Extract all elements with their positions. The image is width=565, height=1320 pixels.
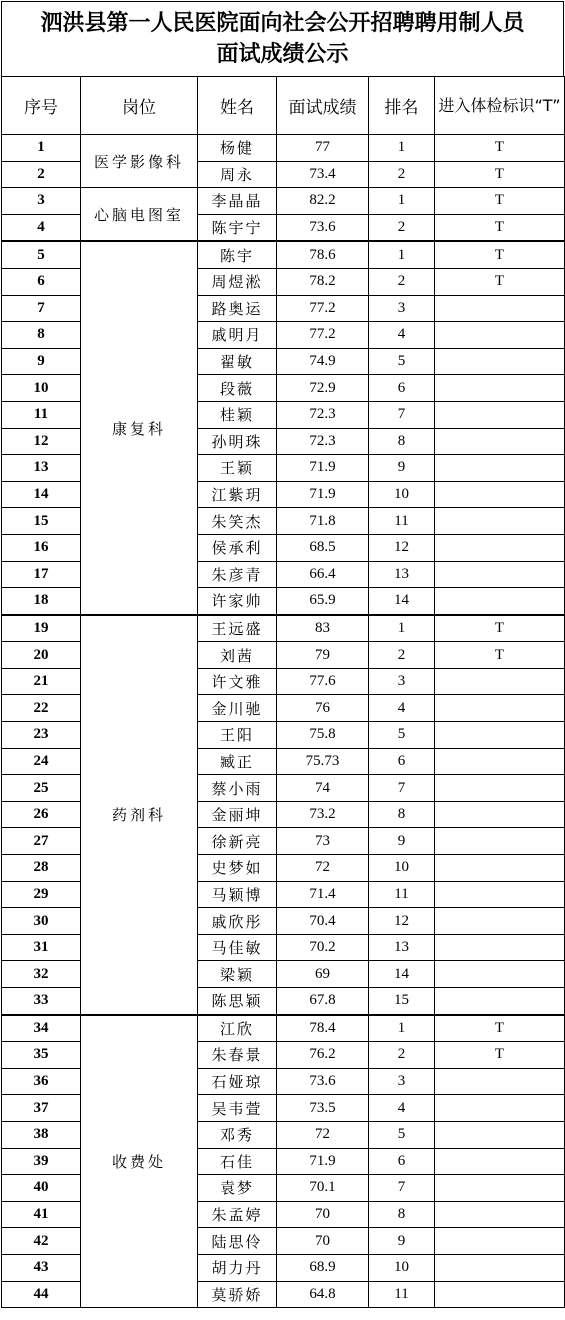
candidate-name: 邓秀 [198,1121,277,1148]
exam-mark [435,1281,565,1308]
rank-value: 4 [369,322,435,349]
interview-score: 68.9 [277,1254,369,1281]
interview-score: 71.9 [277,1148,369,1175]
exam-mark [435,722,565,749]
table-body [2,135,565,1308]
row-index: 39 [2,1148,81,1175]
interview-score: 74 [277,775,369,802]
interview-score: 77.6 [277,668,369,695]
interview-score: 71.4 [277,881,369,908]
exam-mark: T [435,268,565,295]
rank-value: 4 [369,1095,435,1122]
interview-score: 72 [277,1121,369,1148]
candidate-name: 陈宇 [198,241,277,268]
exam-mark [435,775,565,802]
rank-value: 1 [369,188,435,215]
exam-mark [435,988,565,1015]
exam-mark [435,908,565,935]
candidate-name: 侯承利 [198,534,277,561]
row-index: 29 [2,881,81,908]
rank-value: 14 [369,588,435,615]
interview-score: 70 [277,1228,369,1255]
exam-mark [435,561,565,588]
row-index: 33 [2,988,81,1015]
exam-mark [435,375,565,402]
rank-value: 5 [369,1121,435,1148]
interview-score: 75.8 [277,722,369,749]
header-name: 姓名 [198,77,277,135]
rank-value: 1 [369,1015,435,1042]
rank-value: 3 [369,668,435,695]
header-score: 面试成绩 [277,77,369,135]
rank-value: 6 [369,748,435,775]
interview-score: 73 [277,828,369,855]
exam-mark [435,295,565,322]
interview-score: 77.2 [277,295,369,322]
row-index: 18 [2,588,81,615]
row-index: 22 [2,695,81,722]
candidate-name: 马颖博 [198,881,277,908]
exam-mark [435,481,565,508]
rank-value: 14 [369,961,435,988]
header-position: 岗位 [81,77,198,135]
interview-score: 65.9 [277,588,369,615]
candidate-name: 戚明月 [198,322,277,349]
rank-value: 9 [369,828,435,855]
row-index: 28 [2,855,81,882]
candidate-name: 许文雅 [198,668,277,695]
candidate-name: 王远盛 [198,615,277,642]
interview-score: 75.73 [277,748,369,775]
interview-score: 76 [277,695,369,722]
candidate-name: 金丽坤 [198,801,277,828]
rank-value: 7 [369,1175,435,1202]
candidate-name: 徐新亮 [198,828,277,855]
exam-mark [435,455,565,482]
interview-score: 79 [277,642,369,669]
row-index: 16 [2,534,81,561]
row-index: 23 [2,722,81,749]
candidate-name: 马佳敏 [198,934,277,961]
exam-mark: T [435,214,565,241]
candidate-name: 路奥运 [198,295,277,322]
row-index: 38 [2,1121,81,1148]
rank-value: 6 [369,375,435,402]
row-index: 4 [2,214,81,241]
rank-value: 11 [369,1281,435,1308]
row-index: 14 [2,481,81,508]
rank-value: 6 [369,1148,435,1175]
rank-value: 15 [369,988,435,1015]
exam-mark [435,1228,565,1255]
row-index: 35 [2,1042,81,1069]
position-cell: 收费处 [81,1015,198,1308]
table-header-row [2,77,565,135]
rank-value: 2 [369,214,435,241]
rank-value: 2 [369,642,435,669]
interview-score: 73.2 [277,801,369,828]
candidate-name: 石娅琼 [198,1068,277,1095]
candidate-name: 刘茜 [198,642,277,669]
row-index: 40 [2,1175,81,1202]
row-index: 6 [2,268,81,295]
rank-value: 3 [369,1068,435,1095]
rank-value: 2 [369,1042,435,1069]
table-row [2,241,565,268]
exam-mark [435,1201,565,1228]
candidate-name: 江欣 [198,1015,277,1042]
score-sheet [1,1,564,1318]
candidate-name: 梁颖 [198,961,277,988]
interview-score: 70.2 [277,934,369,961]
exam-mark [435,695,565,722]
candidate-name: 朱孟婷 [198,1201,277,1228]
score-table [1,76,565,1308]
interview-score: 70.4 [277,908,369,935]
interview-score: 72 [277,855,369,882]
rank-value: 3 [369,295,435,322]
candidate-name: 王颖 [198,455,277,482]
candidate-name: 陆思伶 [198,1228,277,1255]
interview-score: 76.2 [277,1042,369,1069]
row-index: 7 [2,295,81,322]
row-index: 13 [2,455,81,482]
row-index: 3 [2,188,81,215]
rank-value: 8 [369,801,435,828]
interview-score: 66.4 [277,561,369,588]
candidate-name: 朱春景 [198,1042,277,1069]
exam-mark [435,1095,565,1122]
interview-score: 67.8 [277,988,369,1015]
row-index: 11 [2,401,81,428]
exam-mark [435,401,565,428]
interview-score: 64.8 [277,1281,369,1308]
rank-value: 9 [369,1228,435,1255]
candidate-name: 孙明珠 [198,428,277,455]
candidate-name: 王阳 [198,722,277,749]
exam-mark: T [435,241,565,268]
row-index: 44 [2,1281,81,1308]
candidate-name: 戚欣彤 [198,908,277,935]
rank-value: 7 [369,401,435,428]
candidate-name: 臧正 [198,748,277,775]
interview-score: 70.1 [277,1175,369,1202]
header-exam-mark: 进入体检标识“T” [435,77,565,135]
rank-value: 2 [369,161,435,188]
candidate-name: 桂颖 [198,401,277,428]
row-index: 36 [2,1068,81,1095]
table-row [2,1015,565,1042]
rank-value: 11 [369,881,435,908]
position-cell: 心脑电图室 [81,188,198,242]
exam-mark: T [435,188,565,215]
candidate-name: 许家帅 [198,588,277,615]
row-index: 17 [2,561,81,588]
rank-value: 4 [369,695,435,722]
candidate-name: 吴韦萱 [198,1095,277,1122]
row-index: 37 [2,1095,81,1122]
row-index: 42 [2,1228,81,1255]
table-row [2,615,565,642]
interview-score: 71.8 [277,508,369,535]
page-title [1,1,564,77]
interview-score: 74.9 [277,348,369,375]
table-row [2,188,565,215]
rank-value: 5 [369,348,435,375]
candidate-name: 蔡小雨 [198,775,277,802]
candidate-name: 袁梦 [198,1175,277,1202]
interview-score: 73.6 [277,1068,369,1095]
row-index: 19 [2,615,81,642]
interview-score: 77.2 [277,322,369,349]
candidate-name: 周煜淞 [198,268,277,295]
candidate-name: 翟敏 [198,348,277,375]
interview-score: 69 [277,961,369,988]
exam-mark [435,1148,565,1175]
row-index: 5 [2,241,81,268]
position-cell: 药剂科 [81,615,198,1015]
title-line-1: 泗洪县第一人民医院面向社会公开招聘聘用制人员 [40,11,525,36]
exam-mark [435,801,565,828]
row-index: 26 [2,801,81,828]
candidate-name: 朱彦青 [198,561,277,588]
rank-value: 8 [369,1201,435,1228]
row-index: 20 [2,642,81,669]
candidate-name: 杨健 [198,135,277,162]
row-index: 43 [2,1254,81,1281]
row-index: 2 [2,161,81,188]
candidate-name: 金川驰 [198,695,277,722]
exam-mark: T [435,615,565,642]
row-index: 41 [2,1201,81,1228]
header-rank: 排名 [369,77,435,135]
exam-mark: T [435,1042,565,1069]
table-row [2,135,565,162]
exam-mark [435,668,565,695]
interview-score: 77 [277,135,369,162]
exam-mark [435,534,565,561]
rank-value: 13 [369,934,435,961]
exam-mark [435,1068,565,1095]
rank-value: 8 [369,428,435,455]
candidate-name: 石佳 [198,1148,277,1175]
row-index: 25 [2,775,81,802]
exam-mark [435,322,565,349]
interview-score: 78.6 [277,241,369,268]
rank-value: 10 [369,1254,435,1281]
row-index: 21 [2,668,81,695]
candidate-name: 胡力丹 [198,1254,277,1281]
row-index: 30 [2,908,81,935]
rank-value: 11 [369,508,435,535]
interview-score: 71.9 [277,455,369,482]
rank-value: 2 [369,268,435,295]
position-cell: 康复科 [81,241,198,614]
row-index: 34 [2,1015,81,1042]
rank-value: 10 [369,481,435,508]
exam-mark [435,348,565,375]
rank-value: 7 [369,775,435,802]
exam-mark [435,855,565,882]
candidate-name: 陈思颖 [198,988,277,1015]
row-index: 15 [2,508,81,535]
row-index: 12 [2,428,81,455]
interview-score: 71.9 [277,481,369,508]
row-index: 32 [2,961,81,988]
row-index: 8 [2,322,81,349]
interview-score: 72.9 [277,375,369,402]
exam-mark: T [435,1015,565,1042]
position-cell: 医学影像科 [81,135,198,188]
row-index: 31 [2,934,81,961]
row-index: 24 [2,748,81,775]
rank-value: 10 [369,855,435,882]
exam-mark: T [435,161,565,188]
interview-score: 82.2 [277,188,369,215]
candidate-name: 江紫玥 [198,481,277,508]
exam-mark [435,508,565,535]
interview-score: 78.4 [277,1015,369,1042]
exam-mark [435,828,565,855]
interview-score: 68.5 [277,534,369,561]
exam-mark [435,1121,565,1148]
exam-mark: T [435,642,565,669]
interview-score: 73.5 [277,1095,369,1122]
interview-score: 70 [277,1201,369,1228]
candidate-name: 陈宇宁 [198,214,277,241]
interview-score: 73.6 [277,214,369,241]
exam-mark [435,961,565,988]
candidate-name: 段薇 [198,375,277,402]
row-index: 10 [2,375,81,402]
rank-value: 9 [369,455,435,482]
interview-score: 78.2 [277,268,369,295]
exam-mark [435,1254,565,1281]
rank-value: 12 [369,908,435,935]
candidate-name: 莫骄娇 [198,1281,277,1308]
exam-mark: T [435,135,565,162]
rank-value: 13 [369,561,435,588]
exam-mark [435,748,565,775]
exam-mark [435,588,565,615]
rank-value: 12 [369,534,435,561]
candidate-name: 周永 [198,161,277,188]
exam-mark [435,1175,565,1202]
row-index: 27 [2,828,81,855]
title-line-2: 面试成绩公示 [216,42,349,67]
rank-value: 1 [369,135,435,162]
candidate-name: 朱笑杰 [198,508,277,535]
interview-score: 72.3 [277,401,369,428]
candidate-name: 李晶晶 [198,188,277,215]
exam-mark [435,881,565,908]
row-index: 1 [2,135,81,162]
rank-value: 1 [369,615,435,642]
candidate-name: 史梦如 [198,855,277,882]
rank-value: 1 [369,241,435,268]
exam-mark [435,428,565,455]
exam-mark [435,934,565,961]
interview-score: 72.3 [277,428,369,455]
header-index: 序号 [2,77,81,135]
interview-score: 73.4 [277,161,369,188]
row-index: 9 [2,348,81,375]
rank-value: 5 [369,722,435,749]
interview-score: 83 [277,615,369,642]
